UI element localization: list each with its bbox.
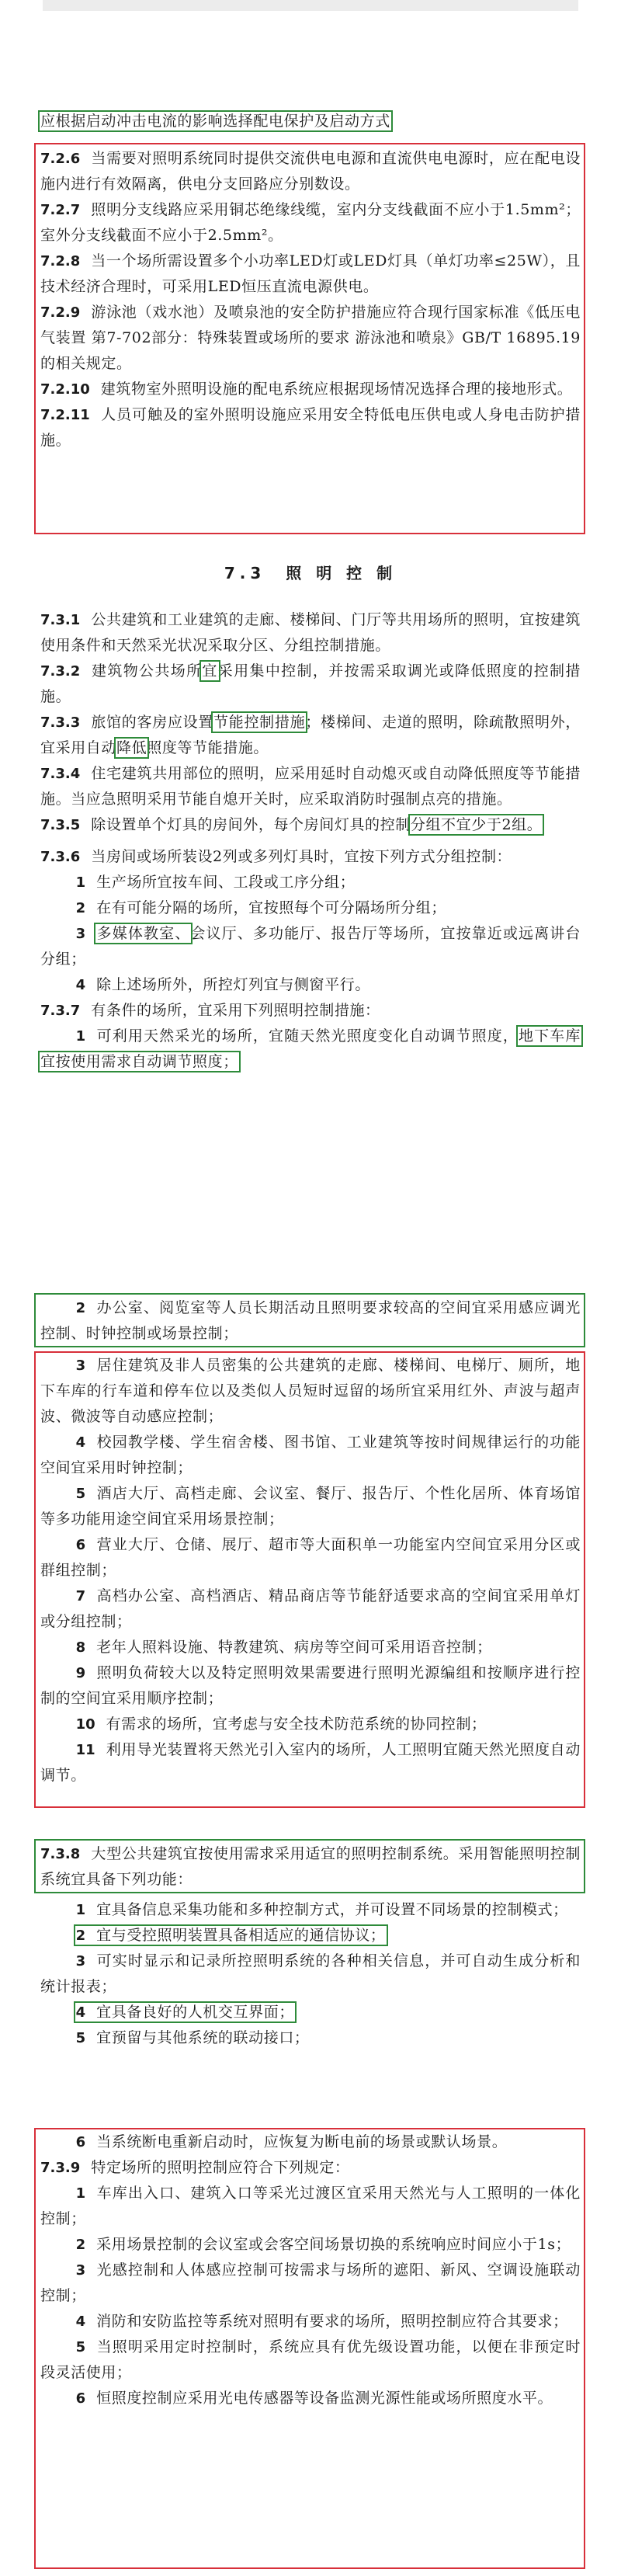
- item-text: 居住建筑及非人员密集的公共建筑的走廊、楼梯间、电梯厅、厕所，地下车库的行车道和停车位以及类似人员短时逗留的场所宜采用红外、声波与超声波、微波等自动感应控制；: [40, 1357, 581, 1425]
- highlight-box: 降低: [116, 739, 147, 756]
- clause-7-2-9: [40, 300, 581, 377]
- highlight-box: 多媒体教室、: [96, 925, 191, 942]
- clause-7-3-9: [40, 2155, 581, 2181]
- clause-text: 人员可触及的室外照明设施应采用安全特低电压供电或人身电击防护措施。: [40, 406, 581, 449]
- clause-text: 建筑物公共场所: [91, 662, 203, 680]
- top-line: [40, 109, 581, 134]
- clause-7-3-7: [40, 998, 581, 1024]
- item-number: 5: [75, 2339, 86, 2355]
- item-number: 1: [75, 1028, 86, 1045]
- clause-text: 采用集中控制，并按需采取调光或降低照度的控制措施。: [40, 662, 581, 705]
- clause-text: 公共建筑和工业建筑的走廊、楼梯间、门厅等共用场所的照明，宜按建筑使用条件和天然采光状况采取分区、分组控制措施。: [40, 611, 581, 654]
- list-item: [40, 1295, 581, 1347]
- clause-7-2-11: [40, 402, 581, 454]
- clause-number: 7.3.3: [40, 714, 81, 731]
- clause-number: 7.3.6: [40, 849, 81, 865]
- item-text: 老年人照料设施、特教建筑、病房等空间可采用语音控制；: [96, 1639, 492, 1656]
- item-number: 8: [75, 1639, 86, 1656]
- list-item: [40, 921, 581, 972]
- clause-text: 照度等节能措施。: [147, 739, 269, 756]
- item-text: 宜具备信息采集功能和多种控制方式，并可设置不同场景的控制模式；: [96, 1901, 568, 1918]
- clause-text: 旅馆的客房应设置: [91, 714, 214, 731]
- item-text: 光感控制和人体感应控制可按需求与场所的遮阳、新风、空调设施联动控制；: [40, 2261, 581, 2304]
- item-text: 当照明采用定时控制时，系统应具有优先级设置功能，以便在非预定时段灵活使用；: [40, 2338, 581, 2381]
- clause-7-2-6: [40, 146, 581, 197]
- clause-number: 7.3.4: [40, 766, 81, 782]
- item-text: 会议厅、多功能厅、报告厅等场所，宜按靠近或远离讲台分组；: [40, 925, 581, 968]
- list-item: [40, 1532, 581, 1583]
- clause-text: ；楼梯间、走道的照明，除疏散照明外，宜采用自动: [40, 714, 581, 756]
- list-item: [40, 2386, 581, 2411]
- item-number: 10: [75, 1716, 95, 1733]
- top-line-text: 应根据启动冲击电流的影响选择配电保护及启动方式: [40, 113, 390, 130]
- clause-text: 当房间或场所装设2列或多列灯具时，宜按下列方式分组控制：: [91, 848, 512, 865]
- clause-number: 7.3.7: [40, 1003, 81, 1019]
- item-number: 2: [75, 2237, 86, 2253]
- item-text: 营业大厅、仓储、展厅、超市等大面积单一功能室内空间宜采用分区或群组控制；: [40, 1536, 581, 1579]
- list-item: [40, 1712, 581, 1737]
- item-text: 照明负荷较大以及特定照明效果需要进行照明光源编组和按顺序进行控制的空间宜采用顺序控制；: [40, 1664, 581, 1707]
- clause-number: 7.3.9: [40, 2160, 81, 2176]
- list-item: [40, 2232, 581, 2258]
- item-number: 5: [75, 1486, 86, 1502]
- item-text: 除上述场所外，所控灯列宜与侧窗平行。: [96, 976, 370, 993]
- clause-7-3-2: [40, 659, 581, 710]
- clause-text: 有条件的场所，宜采用下列照明控制措施：: [91, 1002, 380, 1019]
- list-item: [40, 2000, 581, 2025]
- clause-number: 7.3.8: [40, 1846, 81, 1862]
- clause-number: 7.2.6: [40, 151, 81, 167]
- clause-text: 大型公共建筑宜按使用需求采用适宜的照明控制系统。采用智能照明控制系统宜具备下列功能：: [40, 1845, 581, 1888]
- clause-7-3-5: [40, 812, 581, 838]
- list-item: [40, 1635, 581, 1660]
- clause-text: 特定场所的照明控制应符合下列规定：: [91, 2159, 350, 2176]
- item-text: 车库出入口、建筑入口等采光过渡区宜采用天然光与人工照明的一体化控制；: [40, 2185, 581, 2227]
- item-text: 宜预留与其他系统的联动接口；: [96, 2029, 310, 2046]
- list-item: [40, 2129, 581, 2155]
- clause-7-3-8: [40, 1841, 581, 1893]
- clause-7-3-1: [40, 607, 581, 659]
- list-item: [40, 2334, 581, 2386]
- section-title: 7.3 照 明 控 制: [224, 564, 397, 582]
- item-7-3-7-2: [40, 1295, 581, 1347]
- item-number: 7: [75, 1588, 86, 1604]
- list-item: [40, 972, 581, 998]
- item-text: 可实时显示和记录所控照明系统的各种相关信息，并可自动生成分析和统计报表；: [40, 1952, 581, 1995]
- item-number: 4: [75, 1434, 86, 1451]
- clause-text: 住宅建筑共用部位的照明，应采用延时自动熄灭或自动降低照度等节能措施。当应急照明采用节能自熄开关时，应采取消防时强制点亮的措施。: [40, 765, 581, 808]
- clause-text: 除设置单个灯具的房间外，每个房间灯具的控制: [91, 816, 411, 833]
- highlight-box: [76, 2004, 294, 2021]
- highlight-box: [76, 1927, 386, 1944]
- clause-text: 当需要对照明系统同时提供交流供电电源和直流供电电源时，应在配电设施内进行有效隔离，供电分支回路应分别数设。: [40, 150, 581, 193]
- item-text: 宜具备良好的人机交互界面；: [96, 2004, 294, 2021]
- highlight-box: 宜: [202, 662, 218, 680]
- section-7-3-part1: [40, 607, 581, 1075]
- section-7-2-tail: [40, 146, 581, 454]
- item-text: 校园教学楼、学生宿舍楼、图书馆、工业建筑等按时间规律运行的功能空间宜采用时钟控制；: [40, 1434, 581, 1476]
- list-item: [40, 1353, 581, 1430]
- clause-text: 游泳池（戏水池）及喷泉池的安全防护措施应符合现行国家标准《低压电气装置 第7-702部分：特殊装置或场所的要求 游泳池和喷泉》GB/T 16895.19的相关规定。: [40, 304, 581, 372]
- list-item: [40, 1949, 581, 2000]
- list-item: [40, 2025, 581, 2051]
- item-number: 3: [75, 2262, 86, 2279]
- item-number: 11: [75, 1742, 95, 1758]
- clause-7-2-10: [40, 377, 581, 402]
- clause-text: 照明分支线路应采用铜芯绝缘线缆，室内分支线截面不应小于1.5mm²；室外分支线截面不应小于2.5mm²。: [40, 201, 581, 244]
- list-item: [40, 1897, 581, 1923]
- item-text: 高档办公室、高档酒店、精品商店等节能舒适要求高的空间宜采用单灯或分组控制；: [40, 1587, 581, 1630]
- clause-number: 7.2.11: [40, 407, 90, 423]
- item-number: 1: [75, 874, 86, 891]
- item-number: 5: [75, 2030, 86, 2046]
- highlight-box: 地下车库宜按使用需求自动调节照度；: [40, 1027, 581, 1070]
- clause-number: 7.3.1: [40, 612, 81, 628]
- highlight-box: 分组不宜少于2组。: [410, 816, 543, 833]
- item-text: 办公室、阅览室等人员长期活动且照明要求较高的空间宜采用感应调光控制、时钟控制或场景控制；: [40, 1299, 581, 1342]
- clause-number: 7.2.7: [40, 202, 81, 218]
- list-item: [40, 1481, 581, 1532]
- clause-7-3-4: [40, 761, 581, 812]
- item-number: 4: [75, 2004, 86, 2021]
- clause-text: 当一个场所需设置多个小功率LED灯或LED灯具（单灯功率≤25W），且技术经济合理时，可采用LED恒压直流电源供电。: [40, 252, 581, 295]
- item-text: 恒照度控制应采用光电传感器等设备监测光源性能或场所照度水平。: [96, 2390, 553, 2407]
- item-number: 2: [75, 900, 86, 916]
- item-text: 宜与受控照明装置具备相适应的通信协议；: [96, 1927, 386, 1944]
- clause-7-3-3: [40, 710, 581, 761]
- clause-7-3-6: [40, 844, 581, 870]
- item-text: 酒店大厅、高档走廊、会议室、餐厅、报告厅、个性化居所、体育场馆等多功能用途空间宜采用场景控制；: [40, 1485, 581, 1528]
- item-number: 2: [75, 1300, 86, 1316]
- items-7-3-7-3-11: [40, 1353, 581, 1789]
- clause-number: 7.3.2: [40, 663, 81, 680]
- item-number: 2: [75, 1928, 86, 1944]
- clause-text: 建筑物室外照明设施的配电系统应根据现场情况选择合理的接地形式。: [100, 381, 573, 398]
- item-text: 采用场景控制的会议室或会客空间场景切换的系统响应时间应小于1s；: [96, 2236, 571, 2253]
- clause-number: 7.2.10: [40, 381, 90, 398]
- item-number: 4: [75, 2314, 86, 2330]
- section-7-3-8: [40, 1841, 581, 2051]
- item-number: 4: [75, 977, 86, 993]
- item-text: 可利用天然采光的场所，宜随天然光照度变化自动调节照度，: [96, 1027, 519, 1045]
- item-number: 1: [75, 1902, 86, 1918]
- list-item: [40, 895, 581, 921]
- clause-number: 7.2.8: [40, 253, 81, 269]
- item-number: 3: [75, 926, 86, 942]
- list-item: [40, 1660, 581, 1712]
- list-item: [40, 2181, 581, 2232]
- list-item: [40, 870, 581, 895]
- section-7-3-9: [40, 2129, 581, 2411]
- item-number: 6: [75, 1537, 86, 1553]
- list-item: [40, 1737, 581, 1789]
- item-number: 3: [75, 1358, 86, 1374]
- clause-7-2-7: [40, 197, 581, 249]
- list-item: [40, 1430, 581, 1481]
- list-item: [40, 2309, 581, 2334]
- list-item: [40, 1923, 581, 1949]
- item-text: 当系统断电重新启动时，应恢复为断电前的场景或默认场景。: [96, 2133, 508, 2150]
- item-text: 在有可能分隔的场所，宜按照每个可分隔场所分组；: [96, 899, 446, 916]
- list-item: [40, 1024, 581, 1075]
- item-number: 1: [75, 2185, 86, 2202]
- item-text: 消防和安防监控等系统对照明有要求的场所，照明控制应符合其要求；: [96, 2313, 568, 2330]
- item-text: 生产场所宜按车间、工段或工序分组；: [96, 874, 356, 891]
- list-item: [40, 2258, 581, 2309]
- clause-number: 7.3.5: [40, 817, 81, 833]
- item-number: 6: [75, 2390, 86, 2407]
- item-number: 3: [75, 1953, 86, 1969]
- clause-number: 7.2.9: [40, 304, 81, 321]
- highlight-box: 节能控制措施: [213, 714, 306, 731]
- clause-7-2-8: [40, 249, 581, 300]
- item-text: 利用导光装置将天然光引入室内的场所，人工照明宜随天然光照度自动调节。: [40, 1741, 581, 1784]
- list-item: [40, 1583, 581, 1635]
- item-number: 9: [75, 1665, 86, 1681]
- item-number: 6: [75, 2134, 86, 2150]
- item-text: 有需求的场所，宜考虑与安全技术防范系统的协同控制；: [106, 1716, 487, 1733]
